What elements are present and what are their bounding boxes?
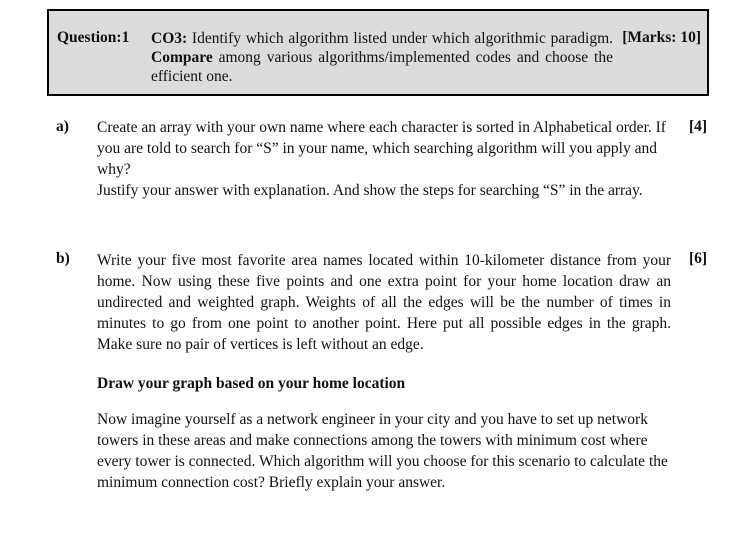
question-text xyxy=(151,29,613,86)
part-b-paragraph-1: Write your five most favorite area names located within 10-kilometer distance from your home. Now using these five points and one extra point for your home location draw an undirected and weighted graph. Weights of all the edges will be the number of times in minutes to go from one point to another point. Here put all possible edges in the graph. Make sure no pair of vertices is left without an edge. xyxy=(97,252,671,353)
question-label: Question:1 xyxy=(57,29,130,46)
course-outcome-label: CO3: xyxy=(151,30,188,47)
part-b-paragraph-2: Now imagine yourself as a network engineer in your city and you have to set up network towers in these areas and make connections among the towers with minimum cost where every tower is connected. Which algorithm will you choose for this scenario to calculate the minimum connection cost? Briefly explain your answer. xyxy=(97,411,668,491)
part-a-label: a) xyxy=(56,118,69,135)
part-a-paragraph-2: Justify your answer with explanation. And show the steps for searching “S” in the array. xyxy=(97,182,643,199)
question-marks: [Marks: 10] xyxy=(622,29,701,46)
part-b-heading: Draw your graph based on your home location xyxy=(97,375,406,392)
compare-keyword: Compare xyxy=(151,49,213,66)
part-b-marks: [6] xyxy=(689,250,708,267)
part-a-paragraph-1: Create an array with your own name where each character is sorted in Alphabetical order. If you are told to search for “S” in your name, which searching algorithm will you apply and why? xyxy=(97,119,666,178)
part-b-label: b) xyxy=(56,250,70,267)
question-header-box xyxy=(47,9,709,96)
question-text-part-1: Identify which algorithm listed under which algorithmic paradigm. xyxy=(187,30,613,47)
question-text-part-2: among various algorithms/implemented codes and choose the efficient one. xyxy=(151,49,613,85)
part-a-marks: [4] xyxy=(689,118,708,135)
